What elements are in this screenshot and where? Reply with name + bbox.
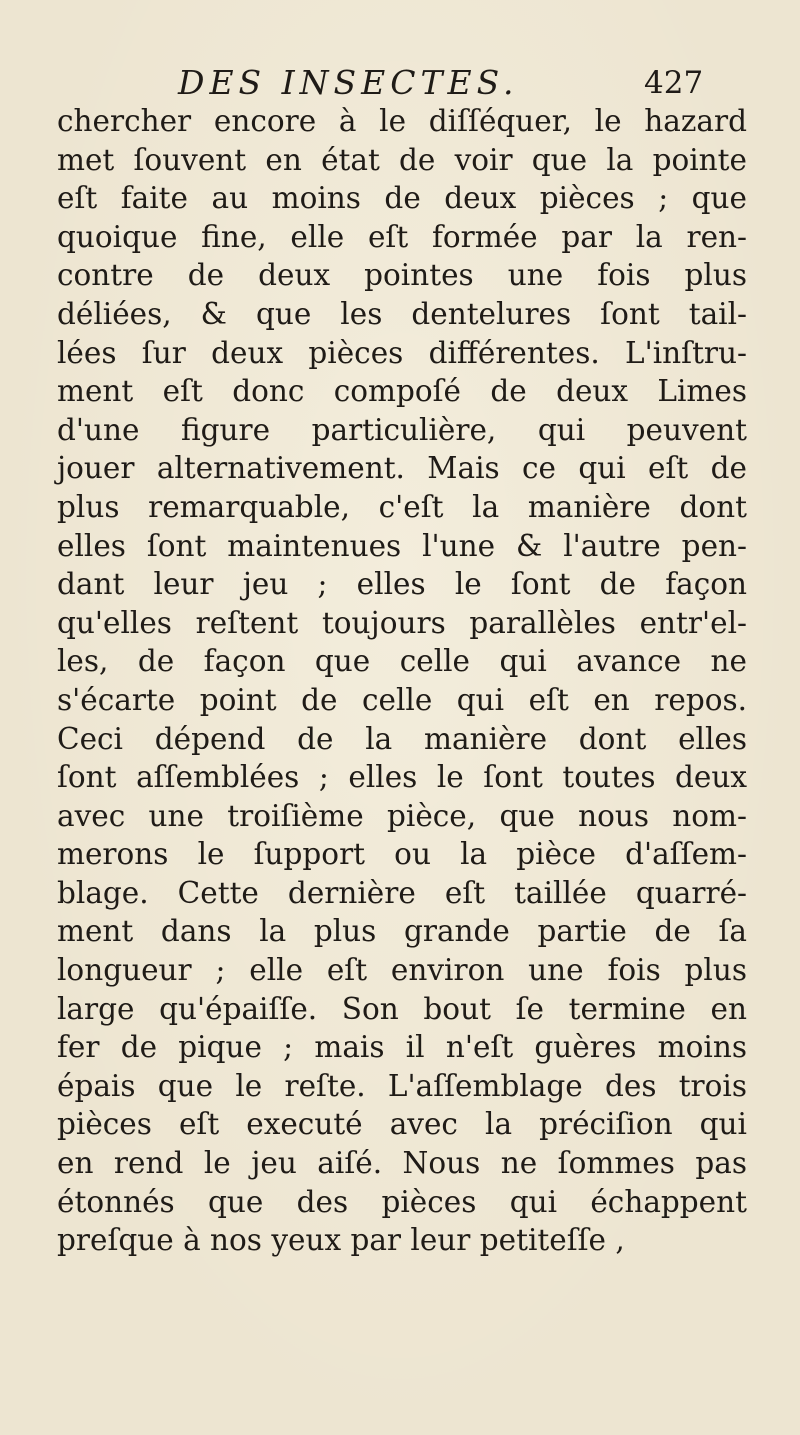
body-text <box>57 102 747 1260</box>
text-line: merons le ſupport ou la pièce d'aſſem- <box>57 837 747 872</box>
running-head: DES INSECTES. <box>178 63 519 102</box>
page-header <box>0 60 800 106</box>
text-line: chercher encore à le diſſéquer, le hazard <box>57 104 747 138</box>
text-line: met ſouvent en état de voir que la pointe <box>57 142 747 177</box>
text-line: contre de deux pointes une fois plus <box>57 258 747 293</box>
text-line: avec une troiſième pièce, que nous nom- <box>57 798 747 833</box>
text-line: épais que le reſte. L'aſſemblage des trois <box>57 1068 747 1103</box>
text-line: eſt faite au moins de deux pièces ; que <box>57 181 747 216</box>
text-line: étonnés que des pièces qui échappent <box>57 1184 747 1219</box>
text-line: Ceci dépend de la manière dont elles <box>57 721 747 756</box>
page-number: 427 <box>644 65 704 101</box>
text-line: jouer alternativement. Mais ce qui eſt de <box>57 451 747 486</box>
text-line: ment eſt donc compoſé de deux Limes <box>57 374 747 409</box>
text-line: plus remarquable, c'eſt la manière dont <box>57 489 747 524</box>
text-line: quoique fine, elle eſt formée par la ren- <box>57 219 747 254</box>
text-line: preſque à nos yeux par leur petiteſſe , <box>57 1223 625 1258</box>
text-line: large qu'épaiſſe. Son bout ſe termine en <box>57 991 747 1026</box>
text-line: d'une figure particulière, qui peuvent <box>57 412 747 447</box>
text-line: lées ſur deux pièces différentes. L'inſtru- <box>57 335 747 370</box>
text-line: déliées, & que les dentelures ſont tail- <box>57 296 747 331</box>
text-line: elles ſont maintenues l'une & l'autre pen- <box>57 528 747 563</box>
text-line: les, de façon que celle qui avance ne <box>57 644 747 679</box>
text-line: en rend le jeu aiſé. Nous ne ſommes pas <box>57 1146 747 1181</box>
text-line: qu'elles reſtent toujours parallèles entr'el- <box>57 605 747 640</box>
text-line: ſont aſſemblées ; elles le ſont toutes deux <box>57 760 747 795</box>
text-line: dant leur jeu ; elles le ſont de façon <box>57 567 747 602</box>
text-line: ment dans la plus grande partie de ſa <box>57 914 747 949</box>
text-line: longueur ; elle eſt environ une fois plus <box>57 953 747 988</box>
text-line: pièces eſt executé avec la préciſion qui <box>57 1107 747 1142</box>
text-line: blage. Cette dernière eſt taillée quarré- <box>57 875 747 910</box>
text-line: s'écarte point de celle qui eſt en repos. <box>57 682 747 717</box>
text-line: fer de pique ; mais il n'eſt guères moins <box>57 1030 747 1065</box>
